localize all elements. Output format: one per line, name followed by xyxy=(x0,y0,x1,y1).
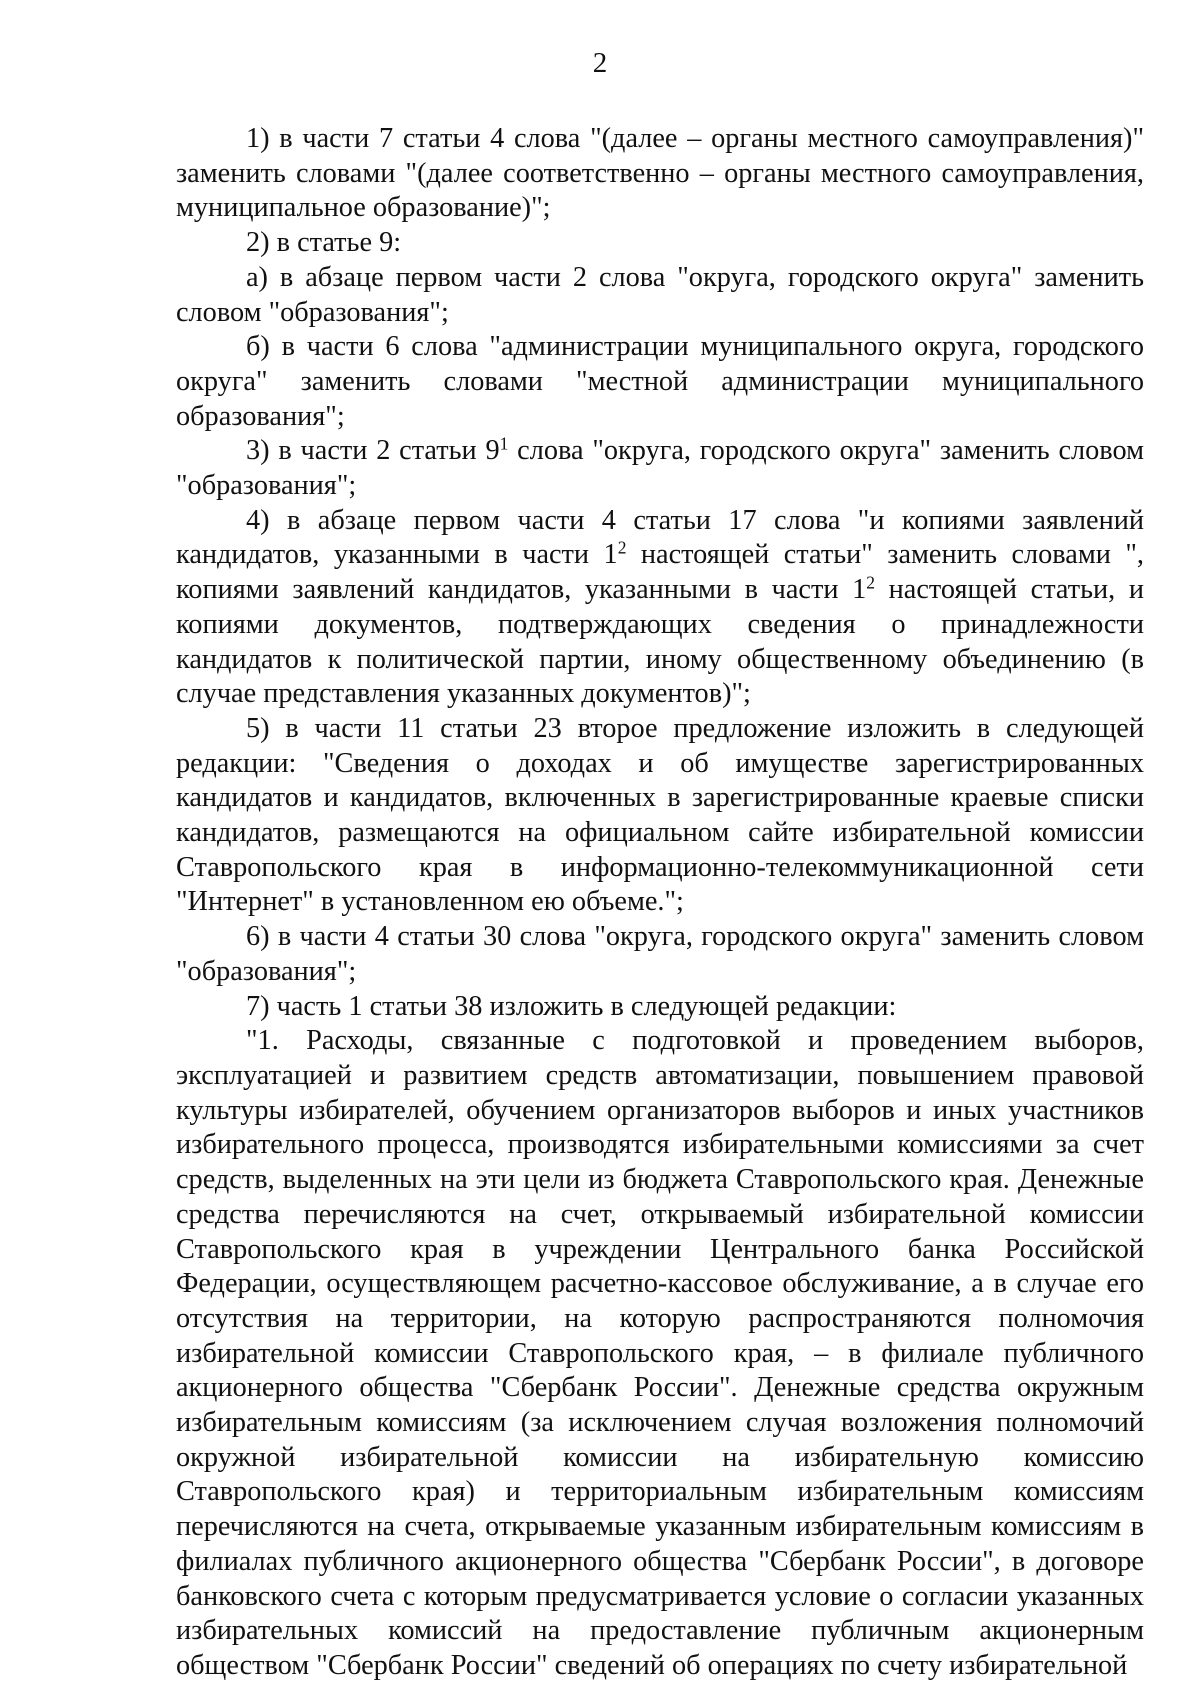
text-segment: слова "округа, городского округа" заменить словом "образования"; xyxy=(176,435,1144,502)
text-segment: б) в части 6 слова "администрации муниципального округа, городского округа" заменить словами "местной администрации муниципального образования"; xyxy=(176,331,1144,432)
paragraph-p3 xyxy=(176,434,1144,503)
paragraph-p4 xyxy=(176,504,1144,712)
superscript: 1 xyxy=(499,433,509,454)
text-segment: настоящей статьи, и копиями документов, подтверждающих сведения о принадлежности кандидатов к политической партии, иному общественному объединению (в случае представления указанных документов)"; xyxy=(176,574,1145,710)
paragraph-p1 xyxy=(176,122,1144,226)
text-segment: 4) в абзаце первом части 4 статьи 17 слова "и копиями заявлений кандидатов, указанными в части 1 xyxy=(176,504,1144,571)
text-segment: 6) в части 4 статьи 30 слова "округа, городского округа" заменить словом "образования"; xyxy=(176,921,1144,987)
text-segment: 3) в части 2 статьи 9 xyxy=(246,435,500,467)
superscript: 2 xyxy=(617,537,627,558)
text-segment: а) в абзаце первом части 2 слова "округа, городского округа" заменить словом "образования"; xyxy=(176,261,1144,328)
paragraph-p7 xyxy=(176,990,1144,1025)
text-segment: 5) в части 11 статьи 23 второе предложение изложить в следующей редакции: "Сведения о доходах и об имуществе зарегистрированных кандидатов и кандидатов, включенных в зарегистрированные краевые списки кандидатов, размещаются на официальном сайте избирательной комиссии Ставропольского края в информационно-телекоммуникационной сети "Интернет" в установленном ею объеме."; xyxy=(176,712,1144,918)
paragraph-p2b xyxy=(176,330,1144,434)
paragraph-p2 xyxy=(176,226,1144,261)
page-number: 2 xyxy=(592,47,608,79)
paragraph-p6 xyxy=(176,920,1144,989)
superscript: 2 xyxy=(866,572,876,593)
text-segment: 7) часть 1 статьи 38 изложить в следующей редакции: xyxy=(246,990,897,1022)
document-body xyxy=(176,122,1144,1684)
text-segment: 2) в статье 9: xyxy=(246,227,402,259)
text-segment: "1. Расходы, связанные с подготовкой и проведением выборов, эксплуатацией и развитием средств автоматизации, повышением правовой культуры избирателей, обучением организаторов выборов и иных участников избирательного процесса, производятся избирательными комиссиями за счет средств, выделенных на эти цели из бюджета Ставропольского края. Денежные средства перечисляются на счет, открываемый избирательной комиссии Ставропольского края в учреждении Центрального банка Российской Федерации, осуществляющем расчетно-кассовое обслуживание, а в случае его отсутствия на территории, на которую распространяются полномочия избирательной комиссии Ставропольского края, – в филиале публичного акционерного общества "Сбербанк России". Денежные средства окружным избирательным комиссиям (за исключением случая возложения полномочий окружной избирательной комиссии на избирательную комиссию Ставропольского края) и территориальным избирательным комиссиям перечисляются на счета, открываемые указанным избирательным комиссиям в филиалах публичного акционерного общества "Сбербанк России", в договоре банковского счета с которым предусматривается условие о согласии указанных избирательных комиссий на предоставление публичным акционерным обществом "Сбербанк России" сведений об операциях по счету избирательной xyxy=(176,1025,1144,1681)
paragraph-p2a xyxy=(176,261,1144,330)
paragraph-p7q xyxy=(176,1024,1144,1683)
paragraph-p5 xyxy=(176,712,1144,920)
text-segment: 1) в части 7 статьи 4 слова "(далее – органы местного самоуправления)" заменить словами "(далее соответственно – органы местного самоуправления, муниципальное образование)"; xyxy=(176,123,1144,224)
text-segment: настоящей статьи" заменить словами ", копиями заявлений кандидатов, указанными в части 1 xyxy=(176,539,1144,606)
